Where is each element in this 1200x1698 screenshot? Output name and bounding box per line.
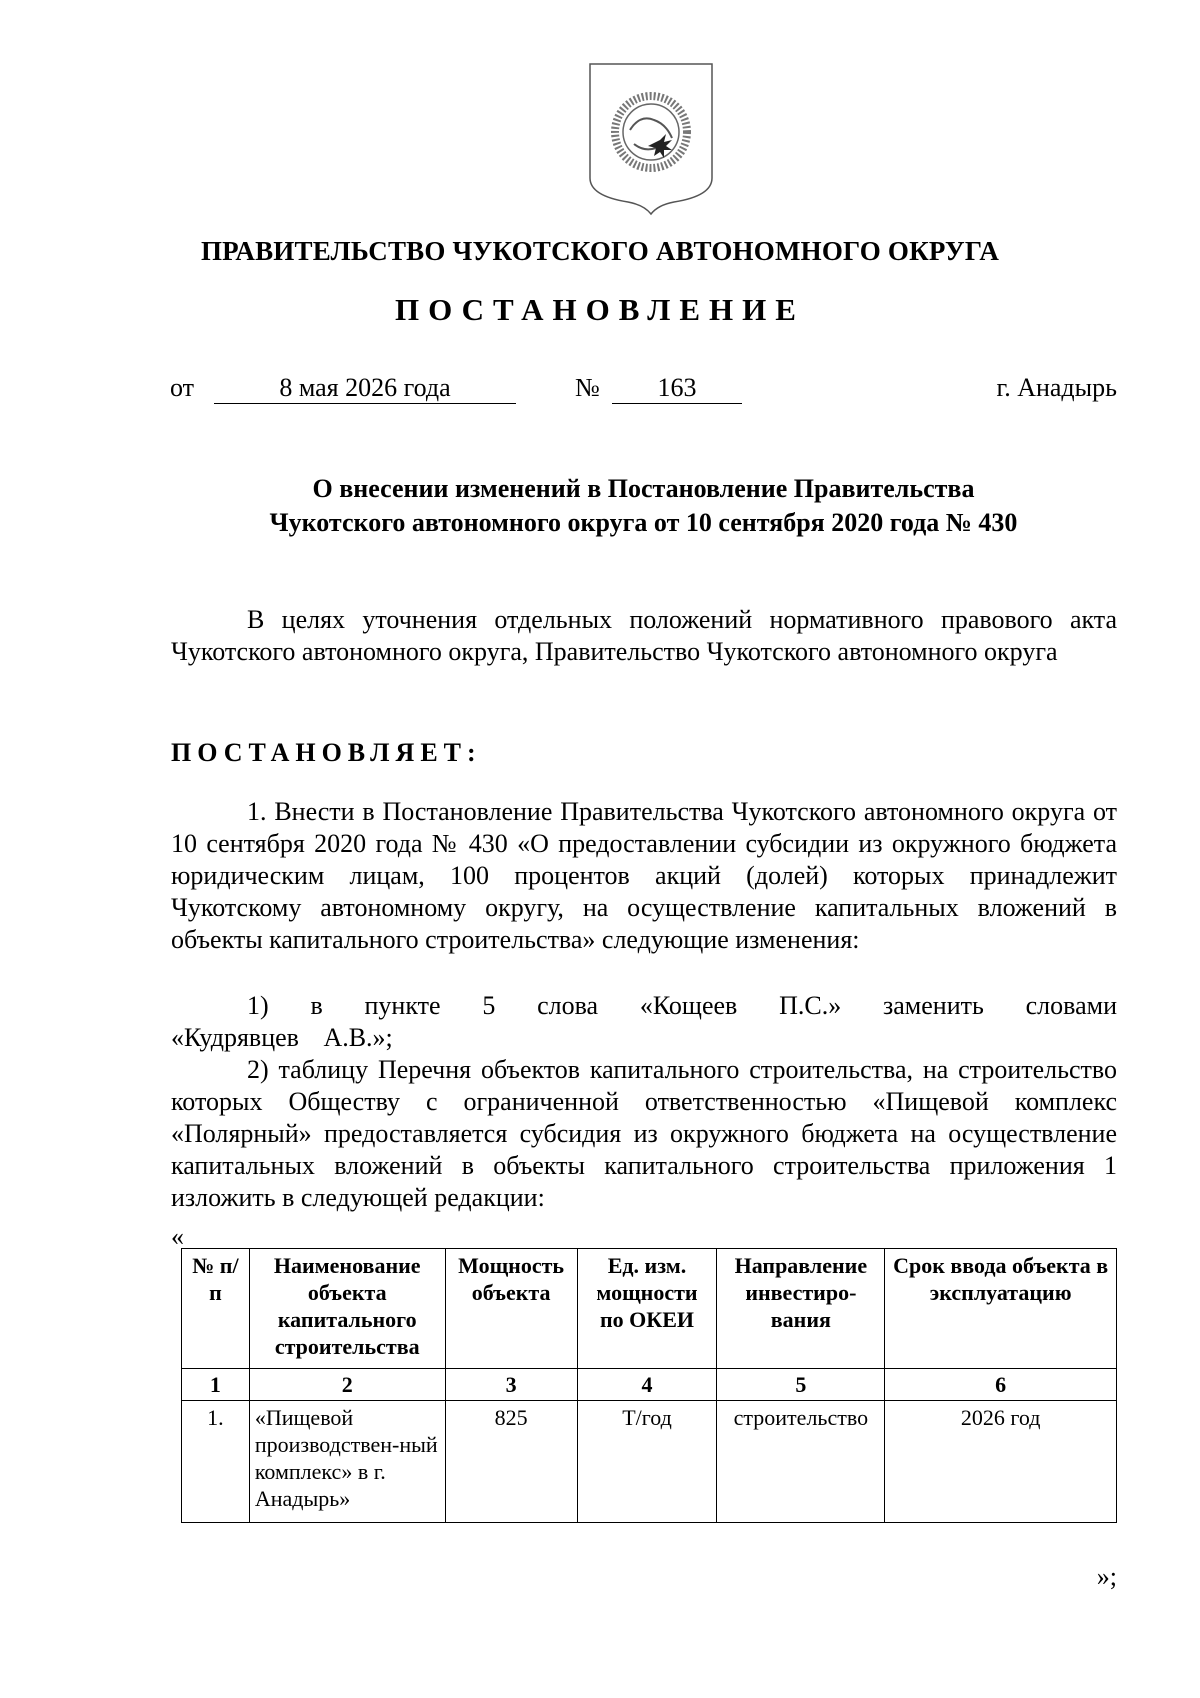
document-date: 8 мая 2026 года: [214, 373, 516, 404]
row-term: 2026 год: [885, 1401, 1117, 1523]
column-number-row: [182, 1369, 1117, 1401]
row-direction: строительство: [717, 1401, 885, 1523]
objects-table: [181, 1248, 1117, 1523]
subject-line-1: О внесении изменений в Постановление Правительства: [312, 474, 975, 503]
subitem-1-paragraph: 1) в пункте 5 слова «Кощеев П.С.» заменить словами «Кудрявцев А.В.»;: [171, 991, 1117, 1052]
header-name: Наименование объекта капитального строительства: [249, 1249, 445, 1369]
col-number: 6: [885, 1369, 1117, 1401]
preamble-paragraph: В целях уточнения отдельных положений нормативного правового акта Чукотского автономного округа, Правительство Чукотского автономного округа: [171, 605, 1117, 666]
row-num: 1.: [182, 1401, 250, 1523]
row-name: «Пищевой производствен-ный комплекс» в г. Анадырь»: [249, 1401, 445, 1523]
col-number: 5: [717, 1369, 885, 1401]
row-unit: Т/год: [577, 1401, 717, 1523]
document-type: ПОСТАНОВЛЕНИЕ: [395, 292, 805, 327]
document-subject: [170, 472, 1117, 540]
coat-of-arms-emblem: [584, 60, 718, 216]
header-capacity: Мощность объекта: [445, 1249, 577, 1369]
subject-line-2: Чукотского автономного округа от 10 сентября 2020 года № 430: [269, 508, 1018, 537]
row-capacity: 825: [445, 1401, 577, 1523]
col-number: 4: [577, 1369, 717, 1401]
col-number: 1: [182, 1369, 250, 1401]
header-unit: Ед. изм. мощности по ОКЕИ: [577, 1249, 717, 1369]
organization-title: ПРАВИТЕЛЬСТВО ЧУКОТСКОГО АВТОНОМНОГО ОКРУГА: [200, 236, 1000, 266]
subitem-2-paragraph: 2) таблицу Перечня объектов капитального строительства, на строительство которых Обществу с ограниченной ответственностью «Пищевой комплекс «Полярный» предоставляется субсидия из окружного бюджета на осуществление капитальных вложений в объекты капитального строительства приложения 1 изложить в следующей редакции:: [171, 1055, 1117, 1212]
item-1-paragraph: 1. Внести в Постановление Правительства Чукотского автономного округа от 10 сентября 2020 года № 430 «О предоставлении субсидии из окружного бюджета юридическим лицам, 100 процентов акций (долей) которых принадлежит Чукотскому автономному округу, на осуществление капитальных вложений в объекты капитального строительства» следующие изменения:: [171, 797, 1117, 954]
table-header-row: [182, 1249, 1117, 1369]
col-number: 3: [445, 1369, 577, 1401]
city: г. Анадырь: [996, 373, 1117, 402]
header-direction: Направление инвестиро-вания: [717, 1249, 885, 1369]
opening-quote: «: [171, 1222, 184, 1251]
header-num: № п/п: [182, 1249, 250, 1369]
col-number: 2: [249, 1369, 445, 1401]
table-row: [182, 1401, 1117, 1523]
from-label: от: [170, 373, 195, 402]
document-number: 163: [612, 373, 742, 404]
closing-quote: »;: [1096, 1562, 1117, 1591]
date-number-line: [170, 373, 1117, 409]
number-label: №: [575, 373, 600, 402]
decree-heading: ПОСТАНОВЛЯЕТ:: [171, 738, 482, 767]
header-term: Срок ввода объекта в эксплуатацию: [885, 1249, 1117, 1369]
